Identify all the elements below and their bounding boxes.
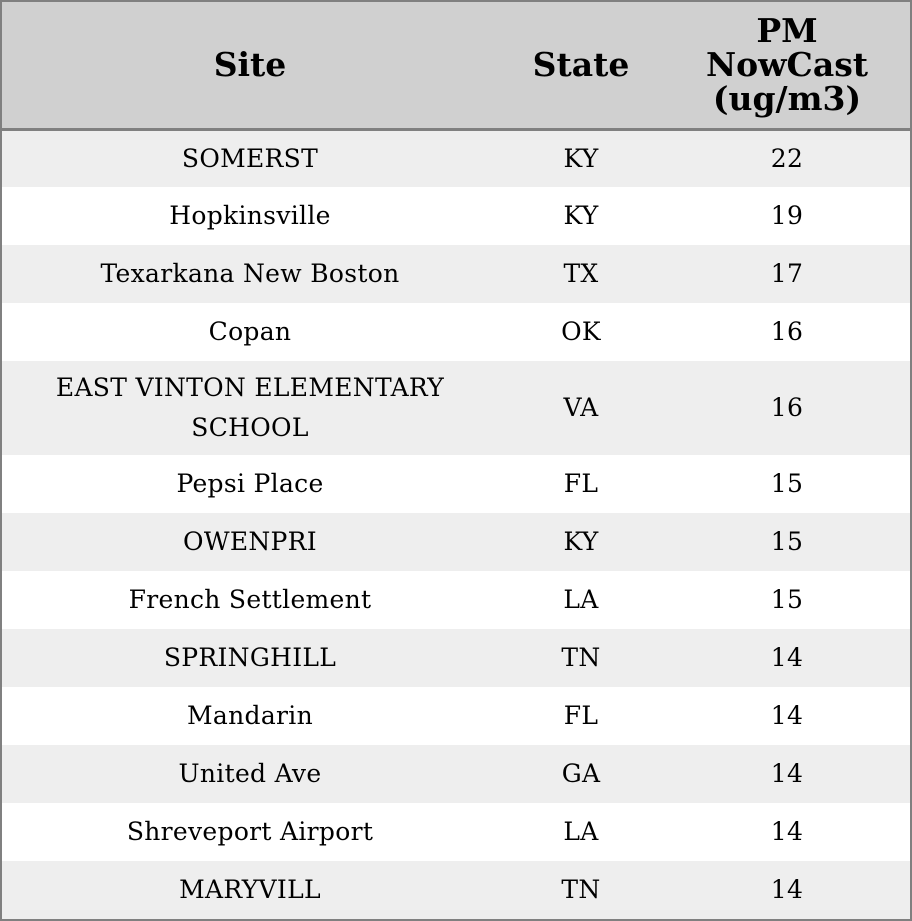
table-row [2,629,910,687]
cell-pm-nowcast: 14 [770,875,804,904]
cell-site: Texarkana New Boston [100,259,400,288]
cell-site: Pepsi Place [176,469,324,498]
table-row [2,187,910,245]
cell-pm-nowcast: 14 [770,759,804,788]
table-row [2,245,910,303]
column-header-pm-line-1: PM [756,10,818,50]
column-header-site: Site [2,2,498,129]
cell-pm-nowcast: 19 [770,201,804,230]
table-row [2,803,910,861]
table-row [2,129,910,187]
cell-pm-nowcast: 14 [770,701,804,730]
table-row [2,455,910,513]
cell-site: French Settlement [128,585,372,614]
cell-state: VA [563,393,599,422]
cell-state: LA [563,817,599,846]
table-row [2,861,910,919]
pm-nowcast-table [2,2,910,919]
cell-site: SPRINGHILL [163,643,337,672]
cell-state: KY [563,527,599,556]
cell-state: OK [561,317,601,346]
column-header-pm-nowcast [664,2,910,129]
cell-pm-nowcast: 16 [770,393,804,422]
column-header-state: State [498,2,664,129]
column-header-pm-line-3: (ug/m3) [712,78,862,118]
table-row [2,571,910,629]
cell-site: EAST VINTON ELEMENTARY SCHOOL [55,373,445,442]
cell-state: FL [563,701,599,730]
table-header [2,2,910,129]
cell-state: LA [563,585,599,614]
cell-site: Shreveport Airport [126,817,374,846]
cell-pm-nowcast: 22 [770,143,804,173]
cell-state: KY [563,201,599,230]
cell-state: KY [563,143,599,173]
cell-site: MARYVILL [179,875,321,904]
table-body [2,129,910,919]
cell-pm-nowcast: 16 [770,317,804,346]
cell-site: United Ave [178,759,322,788]
header-row [2,2,910,129]
cell-state: TN [561,875,601,904]
table-row [2,303,910,361]
cell-site: OWENPRI [183,527,317,556]
table-row [2,513,910,571]
cell-state: GA [561,759,601,788]
table-row [2,687,910,745]
cell-state: FL [563,469,599,498]
cell-site: Mandarin [187,701,313,730]
cell-pm-nowcast: 15 [770,469,804,498]
table-row [2,745,910,803]
cell-pm-nowcast: 15 [770,585,804,614]
cell-site: Copan [208,317,292,346]
cell-site: Hopkinsville [169,201,331,230]
table-row [2,361,910,455]
cell-site: SOMERST [181,143,319,173]
cell-state: TX [563,259,599,288]
column-header-pm-line-2: NowCast [705,44,869,84]
cell-pm-nowcast: 14 [770,817,804,846]
cell-pm-nowcast: 17 [770,259,804,288]
cell-state: TN [561,643,601,672]
cell-pm-nowcast: 15 [770,527,804,556]
cell-pm-nowcast: 14 [770,643,804,672]
